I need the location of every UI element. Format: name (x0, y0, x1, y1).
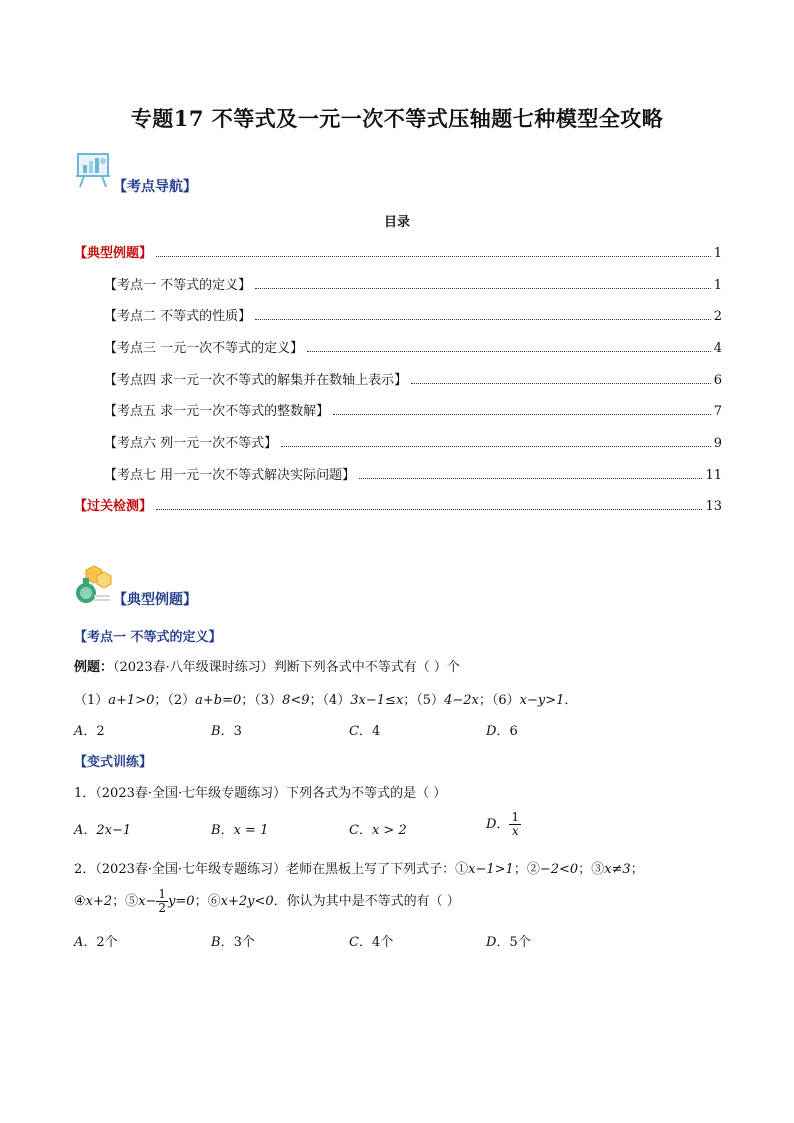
q1-option-c[interactable]: C．x > 2 (349, 823, 407, 838)
toc-item[interactable]: 【考点五 求一元一次不等式的整数解】 7 (104, 404, 722, 419)
toc-item[interactable]: 【考点三 一元一次不等式的定义】 4 (104, 341, 722, 356)
example-stem: 例题：（2023春·八年级课时练习）判断下列各式中不等式有（ ）个 (74, 660, 460, 675)
example-option-a[interactable]: A．2 (74, 724, 105, 739)
q2-option-c[interactable]: C．4个 (349, 935, 394, 950)
variant-label: 【变式训练】 (74, 755, 153, 770)
example-option-c[interactable]: C．4 (349, 724, 381, 739)
section-label: 【典型例题】 (113, 592, 197, 608)
example-option-b[interactable]: B．3 (211, 724, 242, 739)
q2-stem-cont: ④x+2；⑤x− $\frac{1}{2}$ y=0；⑥x+2y<0．你认为其中是不等式的有（ ） (74, 887, 460, 915)
q1-option-b[interactable]: B．x = 1 (211, 823, 269, 838)
q1-option-d[interactable]: D． $\frac{1}{x}$ (486, 810, 520, 838)
toc-item[interactable]: 【考点四 求一元一次不等式的解集并在数轴上表示】 6 (104, 373, 722, 388)
q2-stem: 2．（2023春·全国·七年级专题练习）老师在黑板上写了下列式子：①x−1>1；②−2<0；③x≠3； (74, 862, 644, 877)
flask-hexagon-icon (72, 564, 112, 604)
toc-heading: 目录 (383, 215, 410, 230)
example-option-d[interactable]: D．6 (486, 724, 518, 739)
q2-option-d[interactable]: D．5个 (486, 935, 531, 950)
toc-item[interactable]: 【考点六 列一元一次不等式】 9 (104, 436, 722, 451)
toc-item[interactable]: 【典型例题】 1 (74, 246, 722, 261)
example-items: （1）a+1>0；（2）a+b=0；（3）8<9；（4）3x−1≤x；（5）4−2x；（6）x−y>1． (74, 693, 578, 708)
q1-stem: 1．（2023春·全国·七年级专题练习）下列各式为不等式的是（ ） (74, 786, 447, 801)
toc-item[interactable]: 【过关检测】 13 (74, 499, 722, 514)
kp1-label: 【考点一 不等式的定义】 (74, 630, 222, 645)
presentation-board-icon (74, 150, 114, 190)
q2-option-a[interactable]: A．2个 (74, 935, 118, 950)
page-title: 专题17 不等式及一元一次不等式压轴题七种模型全攻略 (130, 106, 664, 131)
q1-option-a[interactable]: A．2x−1 (74, 823, 132, 838)
toc-item[interactable]: 【考点七 用一元一次不等式解决实际问题】 11 (104, 468, 722, 483)
toc-item[interactable]: 【考点二 不等式的性质】 2 (104, 309, 722, 324)
nav-label: 【考点导航】 (113, 179, 197, 195)
toc-item[interactable]: 【考点一 不等式的定义】 1 (104, 278, 722, 293)
q2-option-b[interactable]: B．3个 (211, 935, 255, 950)
